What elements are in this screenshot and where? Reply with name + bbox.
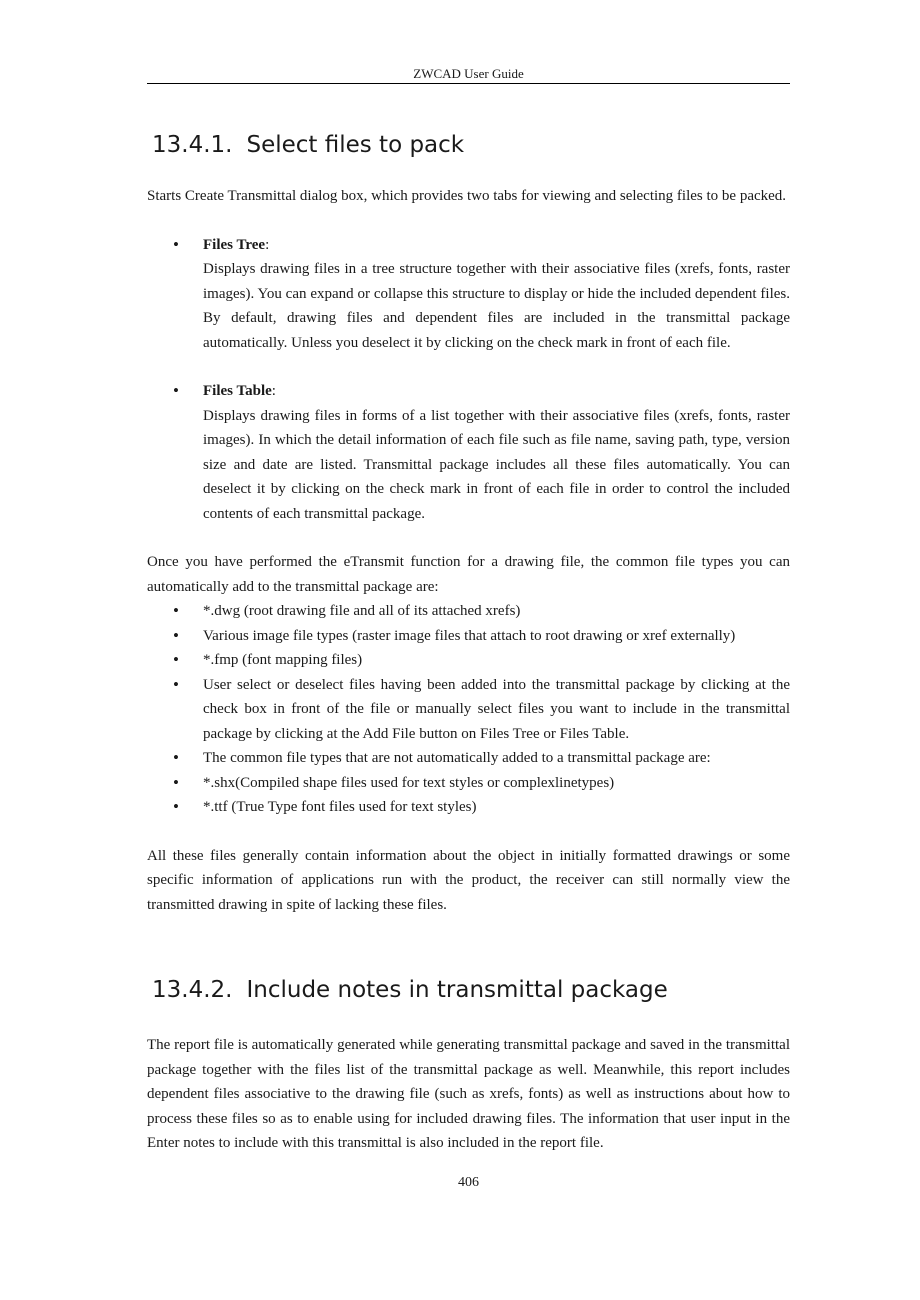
report-paragraph: The report file is automatically generated while generating transmittal package and saved in the transmittal package together with the files list of the transmittal package as well. Meanwhile, this report includes dependent files associative to the drawing file (such as xrefs, fonts) as well as instructions about how to process these files so as to enable using for included drawing files. The information that user input in the Enter notes to include with this transmittal is also included in the report file.: [147, 1037, 790, 1151]
file-types-intro-paragraph: Once you have performed the eTransmit function for a drawing file, the common file types you can automatically add to the transmittal package are:: [147, 554, 790, 595]
list-item: • *.dwg (root drawing file and all of its attached xrefs): [147, 599, 790, 624]
header-rule: [147, 83, 790, 84]
section-number: 13.4.2.: [152, 977, 233, 1003]
running-header: ZWCAD User Guide: [413, 66, 524, 81]
section-title: Select files to pack: [246, 132, 465, 158]
list-item: • *.fmp (font mapping files): [147, 648, 790, 673]
section-number: 13.4.1.: [152, 132, 233, 158]
closing-paragraph: All these files generally contain information about the object in initially formatted drawings or some specific information of applications run with the product, the receiver can still normally view the transmitted drawing in spite of lacking these files.: [147, 847, 790, 913]
list-item: • Various image file types (raster image files that attach to root drawing or xref externally): [147, 624, 790, 649]
section-title: Include notes in transmittal package: [246, 977, 668, 1003]
term-description: Displays drawing files in a tree structure together with their associative files (xrefs, fonts, raster images). You can expand or collapse this structure to display or hide the included dependent files. By default, drawing files and dependent files are included in the transmittal package automatically. Unless you deselect it by clicking on the check mark in front of each file.: [203, 261, 790, 351]
list-item: [147, 233, 790, 356]
term-suffix: :: [265, 236, 270, 253]
term-description: Displays drawing files in forms of a list together with their associative files (xrefs, fonts, raster images). In which the detail information of each file such as file name, saving path, type, version size and date are listed. Transmittal package includes all these files automatically. You can deselect it by clicking on the check mark in front of each file in order to control the included contents of each transmittal package.: [203, 407, 790, 522]
list-item: • The common file types that are not automatically added to a transmittal package are:: [147, 746, 790, 771]
list-item: • *.shx(Compiled shape files used for text styles or complexlinetypes): [147, 771, 790, 796]
page-content: [147, 128, 790, 1156]
file-types-list: [147, 599, 790, 820]
list-item: [147, 379, 790, 526]
term-title: Files Tree: [203, 236, 266, 253]
term-title: Files Table: [203, 383, 272, 399]
section-heading-include-notes: [152, 973, 790, 1007]
section-heading-select-files: [152, 128, 790, 162]
list-item: • *.ttf (True Type font files used for text styles): [147, 795, 790, 820]
page-number: 406: [458, 1175, 479, 1190]
intro-paragraph: Starts Create Transmittal dialog box, which provides two tabs for viewing and selecting files to be packed.: [147, 188, 787, 204]
tab-description-list: [147, 233, 790, 527]
term-suffix: :: [271, 383, 276, 399]
list-item: • User select or deselect files having been added into the transmittal package by clicking at the check box in front of the file or manually select files you want to include in the transmittal package by clicking at the Add File button on Files Tree or Files Table.: [147, 673, 790, 747]
